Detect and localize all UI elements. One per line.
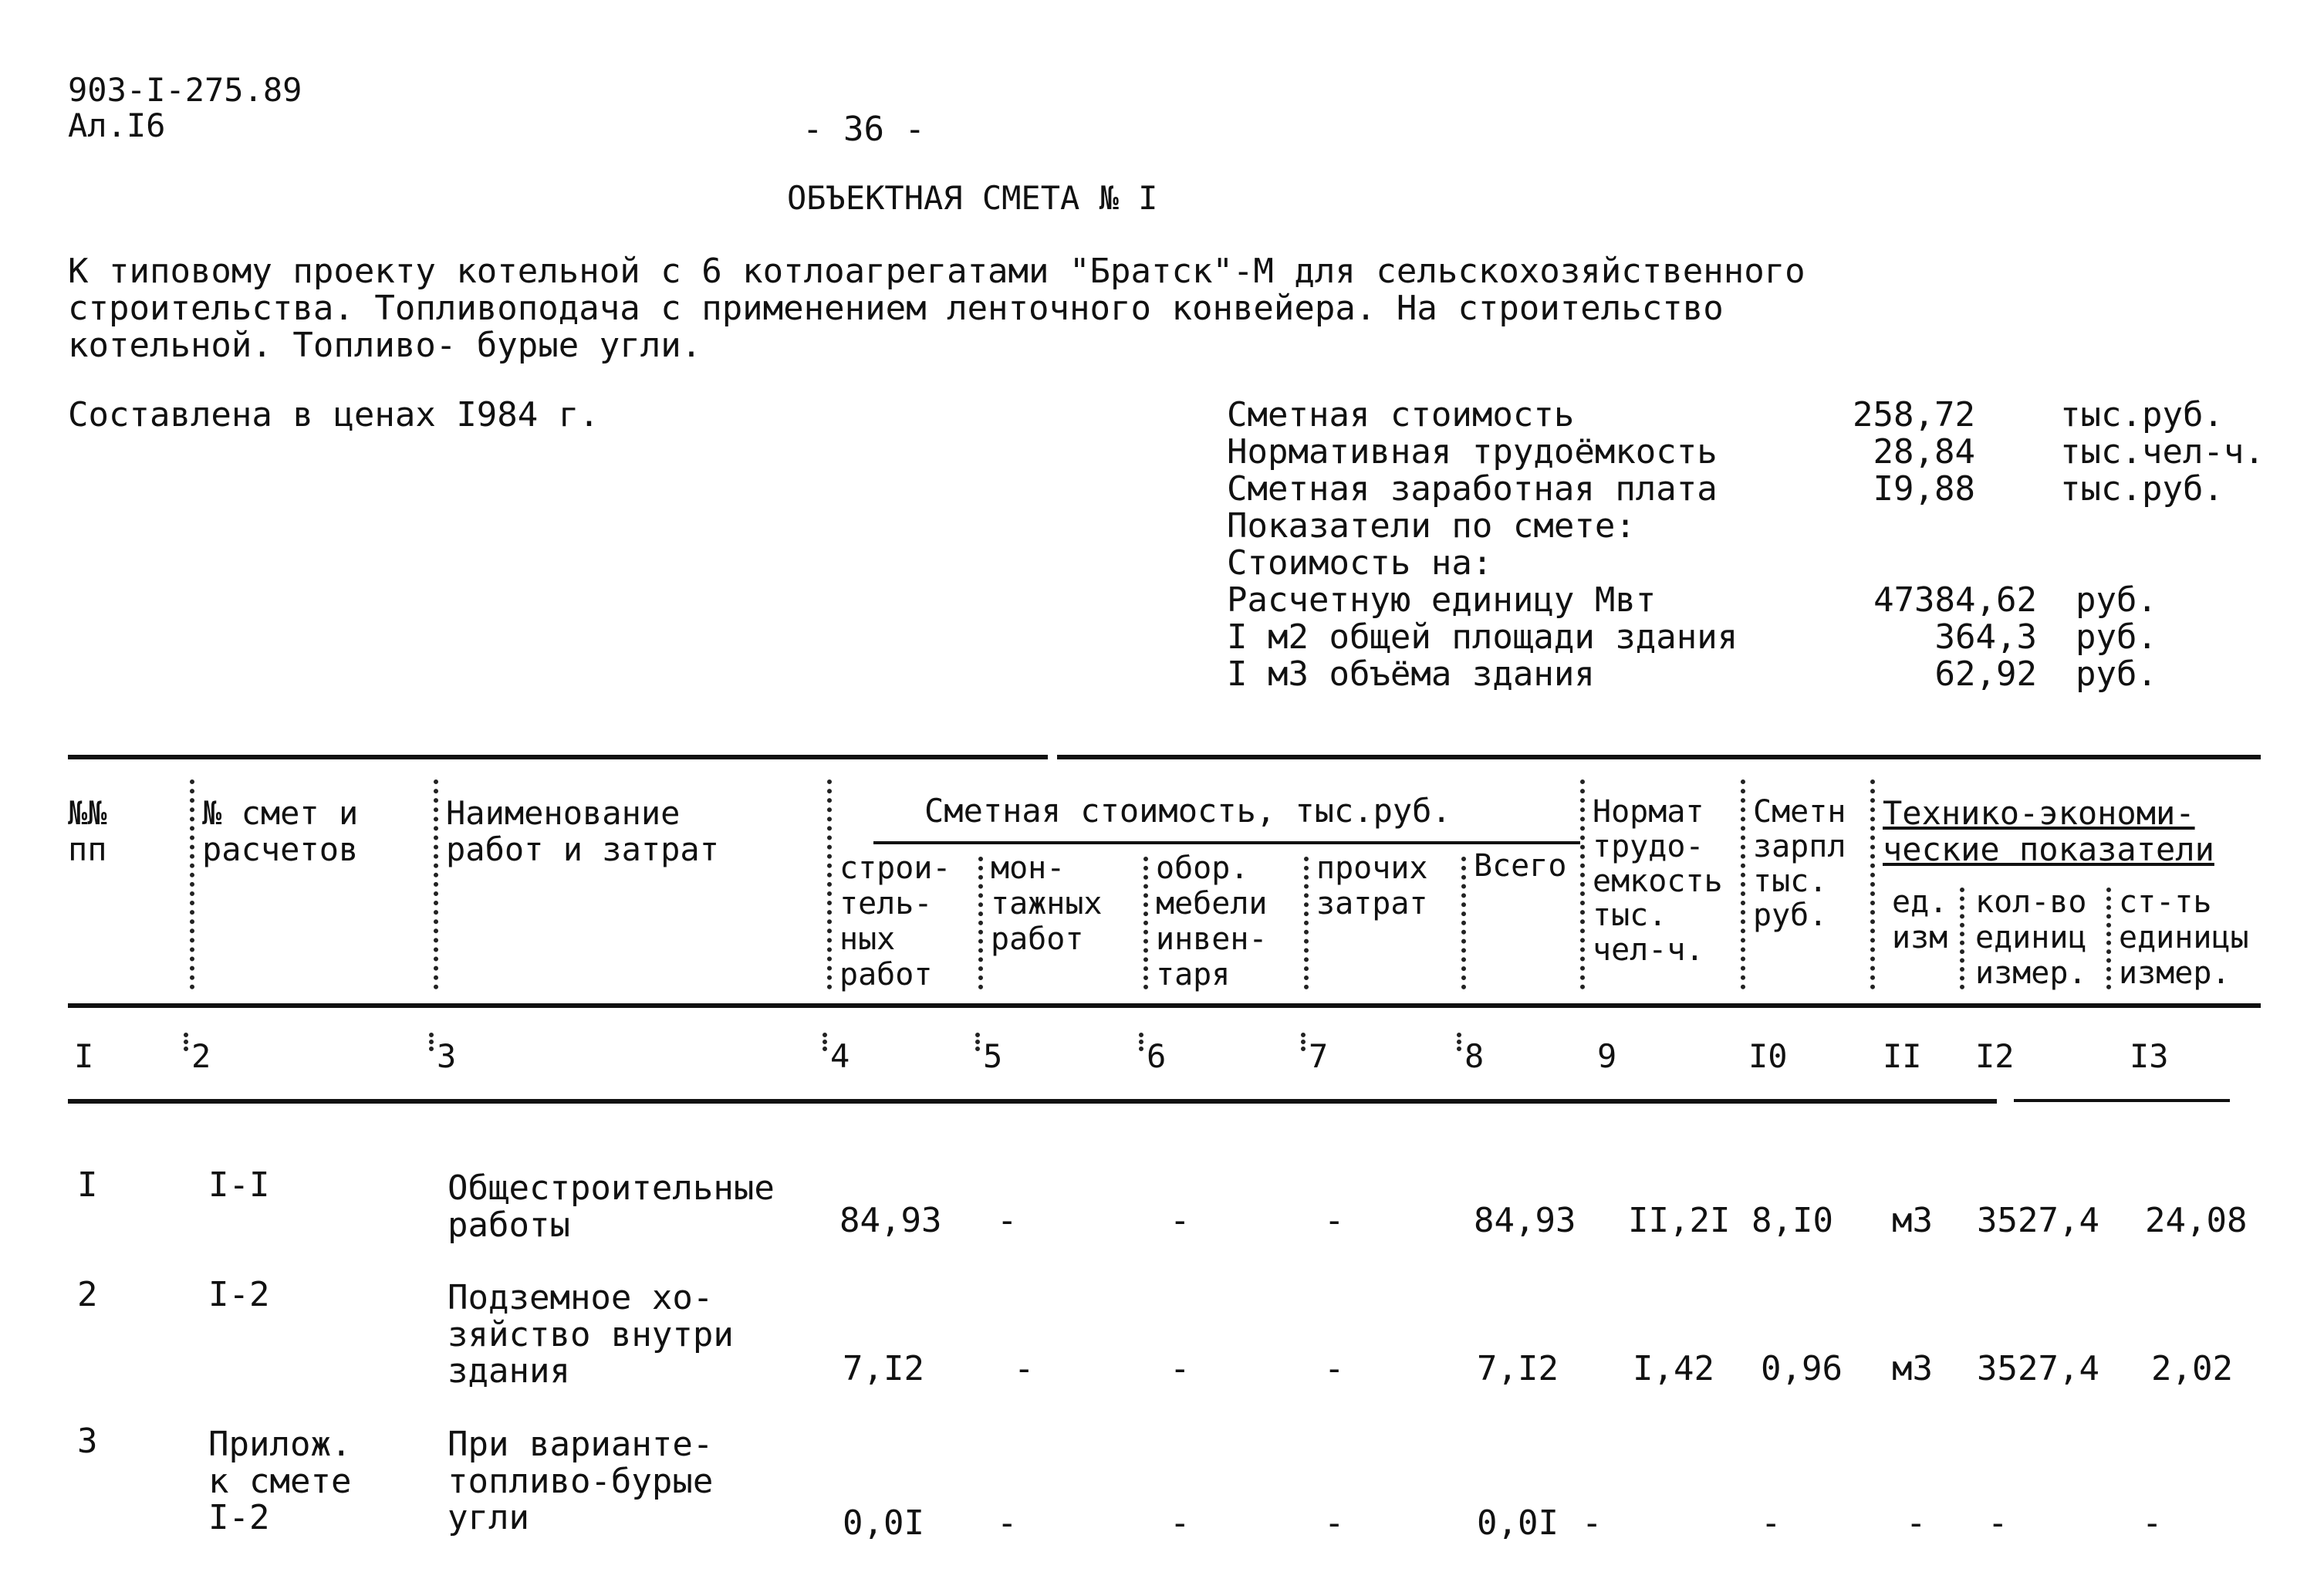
column-separator <box>1461 857 1466 989</box>
row-number: 2 <box>77 1275 98 1314</box>
col-header-equipment: обор. мебели инвен- таря <box>1156 850 1268 992</box>
row-unit-cost: 2,02 <box>2151 1349 2233 1388</box>
row-labor: - <box>1582 1503 1603 1543</box>
summary-unit: тыс.руб. <box>2060 469 2224 509</box>
summary-unit: тыс.чел-ч. <box>2060 432 2265 472</box>
col-header-unit: ед. изм <box>1892 884 1948 955</box>
indicator-value: 47384,62 <box>1873 580 2037 620</box>
summary-label: Нормативная трудоёмкость <box>1227 432 1718 472</box>
row-total-cost: 84,93 <box>1474 1201 1576 1240</box>
col-number: I3 <box>2130 1037 2169 1075</box>
sheet-number: Ал.I6 <box>68 107 166 144</box>
col-number: 5 <box>983 1037 1003 1075</box>
col-header-labor: Нормат трудо- емкость тыс. чел-ч. <box>1593 794 1723 969</box>
column-separator <box>1580 779 1585 989</box>
row-construction-cost: 7,I2 <box>843 1349 924 1388</box>
row-labor: II,2I <box>1628 1201 1731 1240</box>
column-separator <box>190 779 194 989</box>
summary-unit: тыс.руб. <box>2060 395 2224 435</box>
col-number: 4 <box>830 1037 850 1075</box>
row-estimate-ref: I-2 <box>208 1275 270 1314</box>
row-wages: 8,I0 <box>1751 1201 1833 1240</box>
row-wages: - <box>1761 1503 1782 1543</box>
column-separator <box>1143 857 1148 989</box>
col-header-estimate-ref: № смет и расчетов <box>202 794 359 869</box>
intro-line-2: строительства. Топливоподача с применением ленточного конвейера. На строительство <box>68 289 1724 328</box>
col-header-unit-cost: ст-ть единицы измер. <box>2119 884 2249 991</box>
row-equipment-cost: - <box>1170 1503 1191 1543</box>
col-number: 8 <box>1464 1037 1485 1075</box>
prices-note: Составлена в ценах I984 г. <box>68 395 600 435</box>
summary-value: 258,72 <box>1853 395 1975 435</box>
col-group-estimated-cost: Сметная стоимость, тыс.руб. <box>924 792 1451 830</box>
row-estimate-ref: I-I <box>208 1165 270 1205</box>
row-other-cost: - <box>1324 1201 1345 1240</box>
numbers-bottom-rule <box>68 1099 1997 1104</box>
row-equipment-cost: - <box>1170 1349 1191 1388</box>
column-separator <box>1741 779 1745 989</box>
row-work-name: Подземное хо- зяйство внутри здания <box>448 1278 734 1391</box>
row-work-name: Общестроительные работы <box>448 1168 775 1245</box>
col-number: 3 <box>437 1037 457 1075</box>
indicator-unit: руб. <box>2076 580 2157 620</box>
row-work-name: При варианте- топливо-бурые угли <box>448 1425 714 1538</box>
indicator-unit: руб. <box>2076 617 2157 657</box>
column-separator <box>2106 888 2111 989</box>
col-header-number: №№ пп <box>68 794 107 869</box>
col-number: 7 <box>1309 1037 1329 1075</box>
row-other-cost: - <box>1324 1349 1345 1388</box>
column-separator <box>1960 888 1964 989</box>
row-construction-cost: 0,0I <box>843 1503 924 1543</box>
summary-value: I9,88 <box>1873 469 1975 509</box>
table-top-rule <box>68 755 1048 759</box>
doc-code: 903-I-275.89 <box>68 71 302 109</box>
intro-line-1: К типовому проекту котельной с 6 котлоагрегатами "Братск"-М для сельскохозяйственного <box>68 252 1805 291</box>
row-number: I <box>77 1165 98 1205</box>
col-header-work-name: Наименование работ и затрат <box>446 794 720 869</box>
row-number: 3 <box>77 1422 98 1461</box>
indicator-value: 364,3 <box>1934 617 2037 657</box>
col-header-total: Всего <box>1474 848 1567 884</box>
row-total-cost: 0,0I <box>1477 1503 1559 1543</box>
row-unit: - <box>1906 1503 1927 1543</box>
group-underline <box>873 841 1580 844</box>
col-group-tech-indicators: Технико-экономи- ческие показатели <box>1883 794 2214 869</box>
row-unit: м3 <box>1892 1201 1933 1240</box>
row-unit-cost: - <box>2142 1503 2163 1543</box>
col-number: 9 <box>1597 1037 1617 1075</box>
col-number: I2 <box>1975 1037 2015 1075</box>
column-separator <box>184 1033 188 1051</box>
row-unit-cost: 24,08 <box>2145 1201 2248 1240</box>
table-top-rule <box>1057 755 2261 759</box>
column-separator <box>434 779 438 989</box>
row-quantity: 3527,4 <box>1977 1349 2099 1388</box>
row-construction-cost: 84,93 <box>839 1201 942 1240</box>
row-quantity: - <box>1988 1503 2008 1543</box>
column-separator <box>827 779 832 989</box>
column-separator <box>1304 857 1309 989</box>
indicator-label: I м3 объёма здания <box>1227 654 1595 694</box>
row-total-cost: 7,I2 <box>1477 1349 1559 1388</box>
col-number: I <box>74 1037 94 1075</box>
col-header-installation: мон- тажных работ <box>991 850 1103 957</box>
indicator-value: 62,92 <box>1934 654 2037 694</box>
row-equipment-cost: - <box>1170 1201 1191 1240</box>
row-other-cost: - <box>1324 1503 1345 1543</box>
row-quantity: 3527,4 <box>1977 1201 2099 1240</box>
summary-value: 28,84 <box>1873 432 1975 472</box>
col-number: 2 <box>191 1037 211 1075</box>
header-bottom-rule <box>68 1003 2261 1008</box>
col-header-other: прочих затрат <box>1316 850 1428 921</box>
col-header-construction: строи- тель- ных работ <box>839 850 951 992</box>
col-number: 6 <box>1147 1037 1167 1075</box>
row-installation-cost: - <box>1014 1349 1035 1388</box>
indicator-label: Расчетную единицу Мвт <box>1227 580 1657 620</box>
indicator-unit: руб. <box>2076 654 2157 694</box>
col-number: II <box>1883 1037 1922 1075</box>
summary-label: Сметная стоимость <box>1227 395 1575 435</box>
cost-on-label: Стоимость на: <box>1227 543 1493 583</box>
indicator-label: I м2 общей площади здания <box>1227 617 1738 657</box>
column-separator <box>1139 1033 1143 1051</box>
row-unit: м3 <box>1892 1349 1933 1388</box>
page-title: ОБЪЕКТНАЯ СМЕТА № I <box>787 179 1158 217</box>
column-separator <box>1301 1033 1306 1051</box>
column-separator <box>429 1033 434 1051</box>
numbers-bottom-rule <box>2014 1099 2230 1102</box>
col-number: I0 <box>1748 1037 1788 1075</box>
row-labor: I,42 <box>1633 1349 1714 1388</box>
page-number: - 36 - <box>802 110 925 149</box>
indicators-title: Показатели по смете: <box>1227 506 1636 546</box>
column-separator <box>1870 779 1875 989</box>
summary-label: Сметная заработная плата <box>1227 469 1718 509</box>
row-estimate-ref: Прилож. к смете I-2 <box>208 1425 352 1538</box>
col-header-wages: Сметн зарпл тыс. руб. <box>1753 794 1846 934</box>
column-separator <box>975 1033 980 1051</box>
column-separator <box>1457 1033 1461 1051</box>
intro-line-3: котельной. Топливо- бурые угли. <box>68 326 702 365</box>
row-installation-cost: - <box>997 1503 1018 1543</box>
column-separator <box>823 1033 827 1051</box>
column-separator <box>978 857 983 989</box>
col-header-quantity: кол-во единиц измер. <box>1975 884 2087 991</box>
row-installation-cost: - <box>997 1201 1018 1240</box>
row-wages: 0,96 <box>1761 1349 1843 1388</box>
